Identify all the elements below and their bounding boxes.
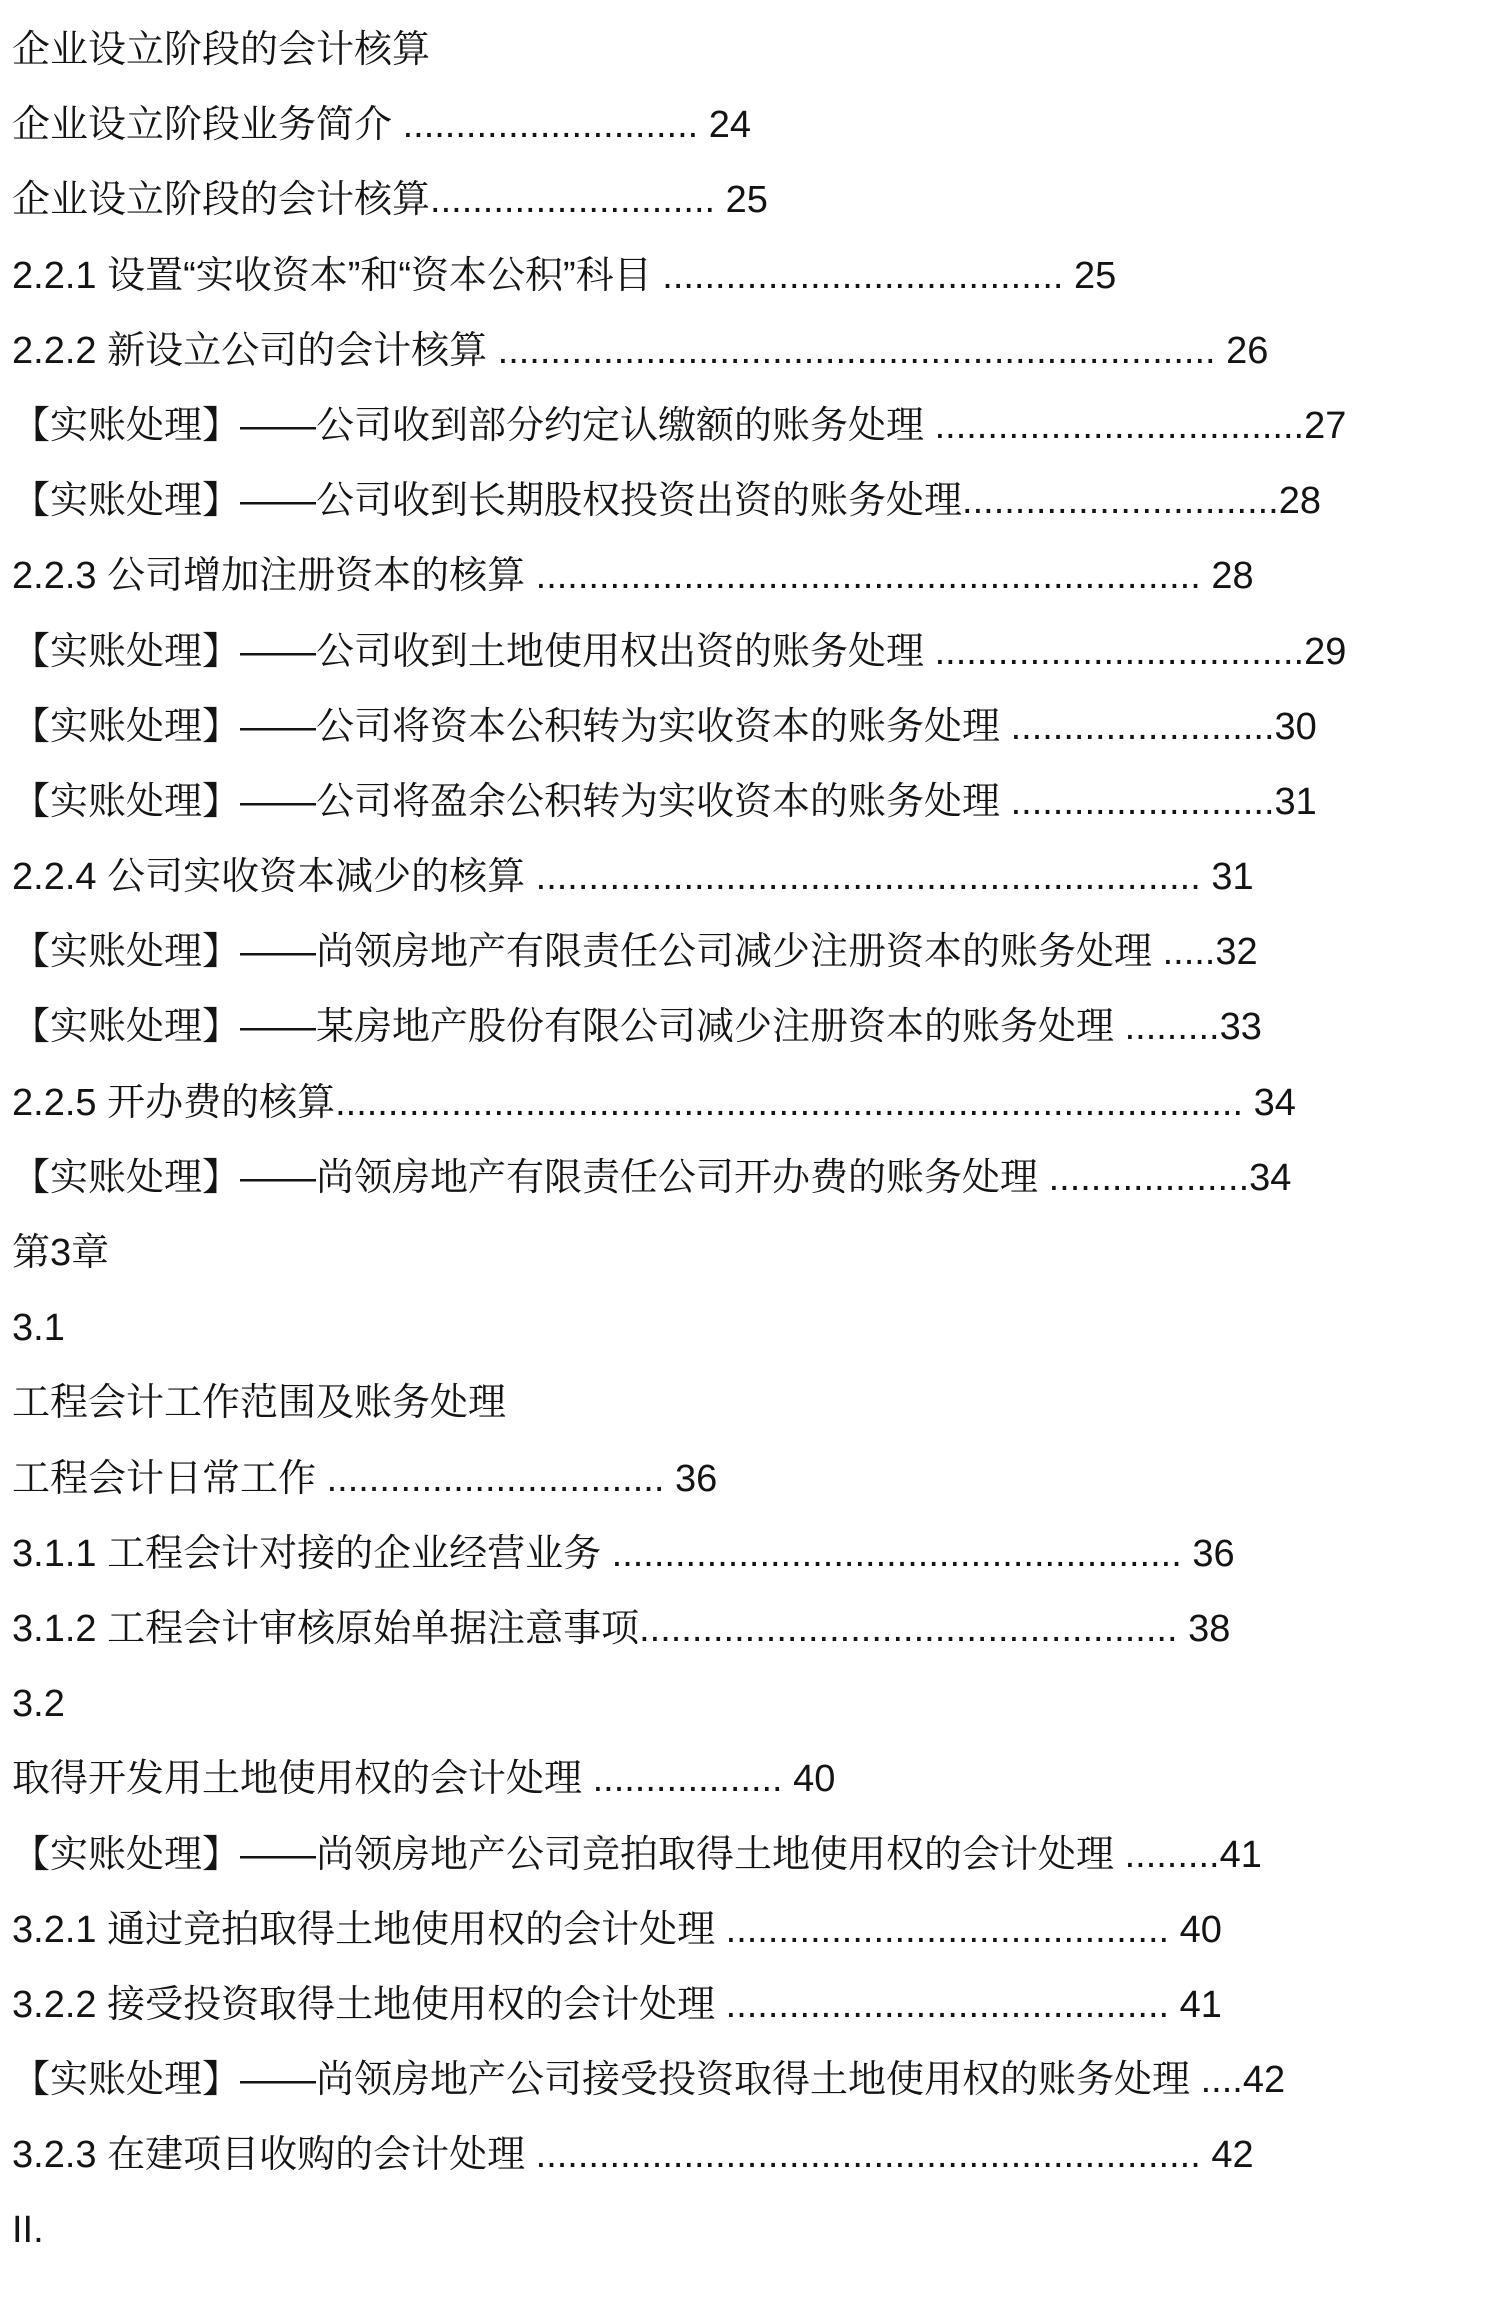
- toc-entry-title: 企业设立阶段业务简介: [12, 104, 393, 147]
- toc-page-number: 42: [1242, 2059, 1286, 2102]
- toc-entry: [12, 539, 1500, 614]
- toc-dot-leader: .........................: [1000, 705, 1275, 748]
- toc-page-number: 30: [1274, 705, 1317, 748]
- toc-page-number: 28: [1211, 555, 1254, 598]
- toc-page-number: 31: [1274, 780, 1317, 823]
- toc-entry-title: 工程会计日常工作: [12, 1457, 317, 1500]
- toc-page-number: 33: [1219, 1006, 1262, 1049]
- toc-entry-title: 取得开发用土地使用权的会计处理: [12, 1758, 583, 1801]
- toc-entry: [12, 1141, 1500, 1216]
- toc-dot-leader: ..................: [582, 1758, 794, 1801]
- toc-page-number: 29: [1304, 630, 1347, 673]
- toc-entry: [12, 615, 1500, 690]
- toc-dot-leader: ...................................: [924, 404, 1305, 447]
- toc-entry-title: 【实账处理】——公司将资本公积转为实收资本的账务处理: [12, 705, 1001, 748]
- toc-page-number: 36: [674, 1457, 718, 1500]
- toc-page-number: 36: [1192, 1532, 1235, 1575]
- toc-entry-title: 【实账处理】——尚领房地产有限责任公司开办费的账务处理: [12, 1156, 1039, 1199]
- toc-entry-title: 3.2.2 接受投资取得土地使用权的会计处理: [12, 1983, 716, 2026]
- toc-page-number: 34: [1249, 1156, 1292, 1199]
- toc-heading-title: 企业设立阶段的会计核算: [12, 29, 431, 71]
- toc-entry-title: 企业设立阶段的会计核算: [12, 179, 431, 222]
- toc-page-number: 42: [1211, 2134, 1254, 2177]
- toc-dot-leader: .........: [1114, 1006, 1220, 1049]
- toc-entry-title: 3.2.3 在建项目收购的会计处理: [12, 2134, 526, 2177]
- toc-entry-title: 【实账处理】——公司收到长期股权投资出资的账务处理: [12, 480, 963, 523]
- toc-entry: [12, 1742, 1500, 1817]
- toc-entry-title: 【实账处理】——公司将盈余公积转为实收资本的账务处理: [12, 780, 1001, 823]
- toc-dot-leader: ...................................................: [639, 1607, 1189, 1650]
- toc-entry-title: 3.1.2 工程会计审核原始单据注意事项: [12, 1607, 640, 1650]
- toc-page-number: 28: [1278, 480, 1322, 523]
- toc-page-number: 27: [1304, 404, 1347, 447]
- toc-entry: [12, 163, 1500, 238]
- toc-heading: [12, 1366, 1500, 1441]
- section-number-text: 3.1: [12, 1307, 65, 1350]
- toc-entry-title: 【实账处理】——尚领房地产有限责任公司减少注册资本的账务处理: [12, 931, 1153, 974]
- chapter-label: [12, 1216, 1500, 1291]
- page-folio-text: II.: [12, 2209, 44, 2252]
- toc-dot-leader: ......................................................: [601, 1532, 1193, 1575]
- toc-entry: [12, 915, 1500, 990]
- toc-page-number: 40: [793, 1758, 836, 1801]
- toc-entry: [12, 840, 1500, 915]
- toc-dot-leader: ....: [1190, 2059, 1243, 2102]
- toc-entry: [12, 765, 1500, 840]
- toc-entry: [12, 1592, 1500, 1667]
- toc-page-number: 32: [1215, 931, 1258, 974]
- toc-entry: [12, 1818, 1500, 1893]
- toc-dot-leader: .........................: [1000, 780, 1275, 823]
- toc-dot-leader: .........: [1114, 1833, 1220, 1876]
- toc-page-number: 40: [1179, 1908, 1222, 1951]
- toc-entry: [12, 88, 1500, 163]
- toc-entry: [12, 239, 1500, 314]
- toc-entry: [12, 314, 1500, 389]
- toc-entry-title: 2.2.3 公司增加注册资本的核算: [12, 555, 526, 598]
- toc-entry-title: 2.2.2 新设立公司的会计核算: [12, 329, 488, 372]
- toc-page-number: 25: [725, 179, 768, 222]
- toc-dot-leader: ...............................................................: [525, 555, 1212, 598]
- toc-dot-leader: ....................................................................: [487, 329, 1227, 372]
- chapter-label-text: 第3章: [12, 1232, 110, 1274]
- toc-entry: [12, 464, 1500, 539]
- toc-page-number: 34: [1253, 1081, 1296, 1124]
- toc-page-number: 41: [1179, 1983, 1222, 2026]
- toc-dot-leader: ...............................................................: [525, 2134, 1212, 2177]
- toc-entry-title: 2.2.1 设置“实收资本”和“资本公积”科目: [12, 254, 652, 297]
- toc-dot-leader: ...................: [1038, 1156, 1250, 1199]
- toc-dot-leader: ..........................................: [715, 1983, 1180, 2026]
- toc-entry-title: 2.2.4 公司实收资本减少的核算: [12, 856, 526, 899]
- toc-entry-title: 【实账处理】——某房地产股份有限公司减少注册资本的账务处理: [12, 1006, 1115, 1049]
- toc-dot-leader: .....: [1152, 931, 1216, 974]
- toc-heading: [12, 13, 1500, 88]
- toc-entry-title: 【实账处理】——公司收到土地使用权出资的账务处理: [12, 630, 925, 673]
- toc-dot-leader: ...............................................................: [525, 856, 1212, 899]
- toc-dot-leader: ............................: [392, 104, 709, 147]
- page-folio: [12, 2193, 1500, 2268]
- toc-entry-title: 【实账处理】——公司收到部分约定认缴额的账务处理: [12, 404, 925, 447]
- toc-page-number: 41: [1219, 1833, 1262, 1876]
- section-number: [12, 1291, 1500, 1366]
- toc-entry: [12, 1517, 1500, 1592]
- toc-dot-leader: ...................................: [924, 630, 1305, 673]
- toc-entry: [12, 389, 1500, 464]
- toc-dot-leader: ..............................: [962, 480, 1279, 523]
- toc-entry-title: 【实账处理】——尚领房地产公司竞拍取得土地使用权的会计处理: [12, 1833, 1115, 1876]
- toc-dot-leader: ......................................: [651, 254, 1075, 297]
- toc-dot-leader: ..........................................: [715, 1908, 1180, 1951]
- toc-entry-title: 3.2.1 通过竞拍取得土地使用权的会计处理: [12, 1908, 716, 1951]
- toc-entry: [12, 1066, 1500, 1141]
- toc-entry-title: 【实账处理】——尚领房地产公司接受投资取得土地使用权的账务处理: [12, 2059, 1191, 2102]
- toc-dot-leader: ................................: [316, 1457, 675, 1500]
- toc-entry-title: 2.2.5 开办费的核算: [12, 1081, 336, 1124]
- toc-page-number: 24: [708, 104, 752, 147]
- toc-entry: [12, 1442, 1500, 1517]
- toc-entry: [12, 1893, 1500, 1968]
- toc-entry: [12, 2043, 1500, 2118]
- toc-heading-title: 工程会计工作范围及账务处理: [12, 1382, 507, 1425]
- toc-entry: [12, 990, 1500, 1065]
- toc-entry: [12, 1968, 1500, 2043]
- toc-entry: [12, 2118, 1500, 2193]
- toc-page-number: 26: [1226, 329, 1269, 372]
- toc-page-number: 25: [1074, 254, 1117, 297]
- toc-entry: [12, 690, 1500, 765]
- section-number-text: 3.2: [12, 1683, 65, 1726]
- toc-dot-leader: ......................................................................................: [335, 1081, 1254, 1124]
- toc-dot-leader: ...........................: [430, 179, 726, 222]
- toc-page-number: 38: [1188, 1607, 1231, 1650]
- section-number: [12, 1667, 1500, 1742]
- toc-entry-title: 3.1.1 工程会计对接的企业经营业务: [12, 1532, 602, 1575]
- toc-page-number: 31: [1211, 856, 1254, 899]
